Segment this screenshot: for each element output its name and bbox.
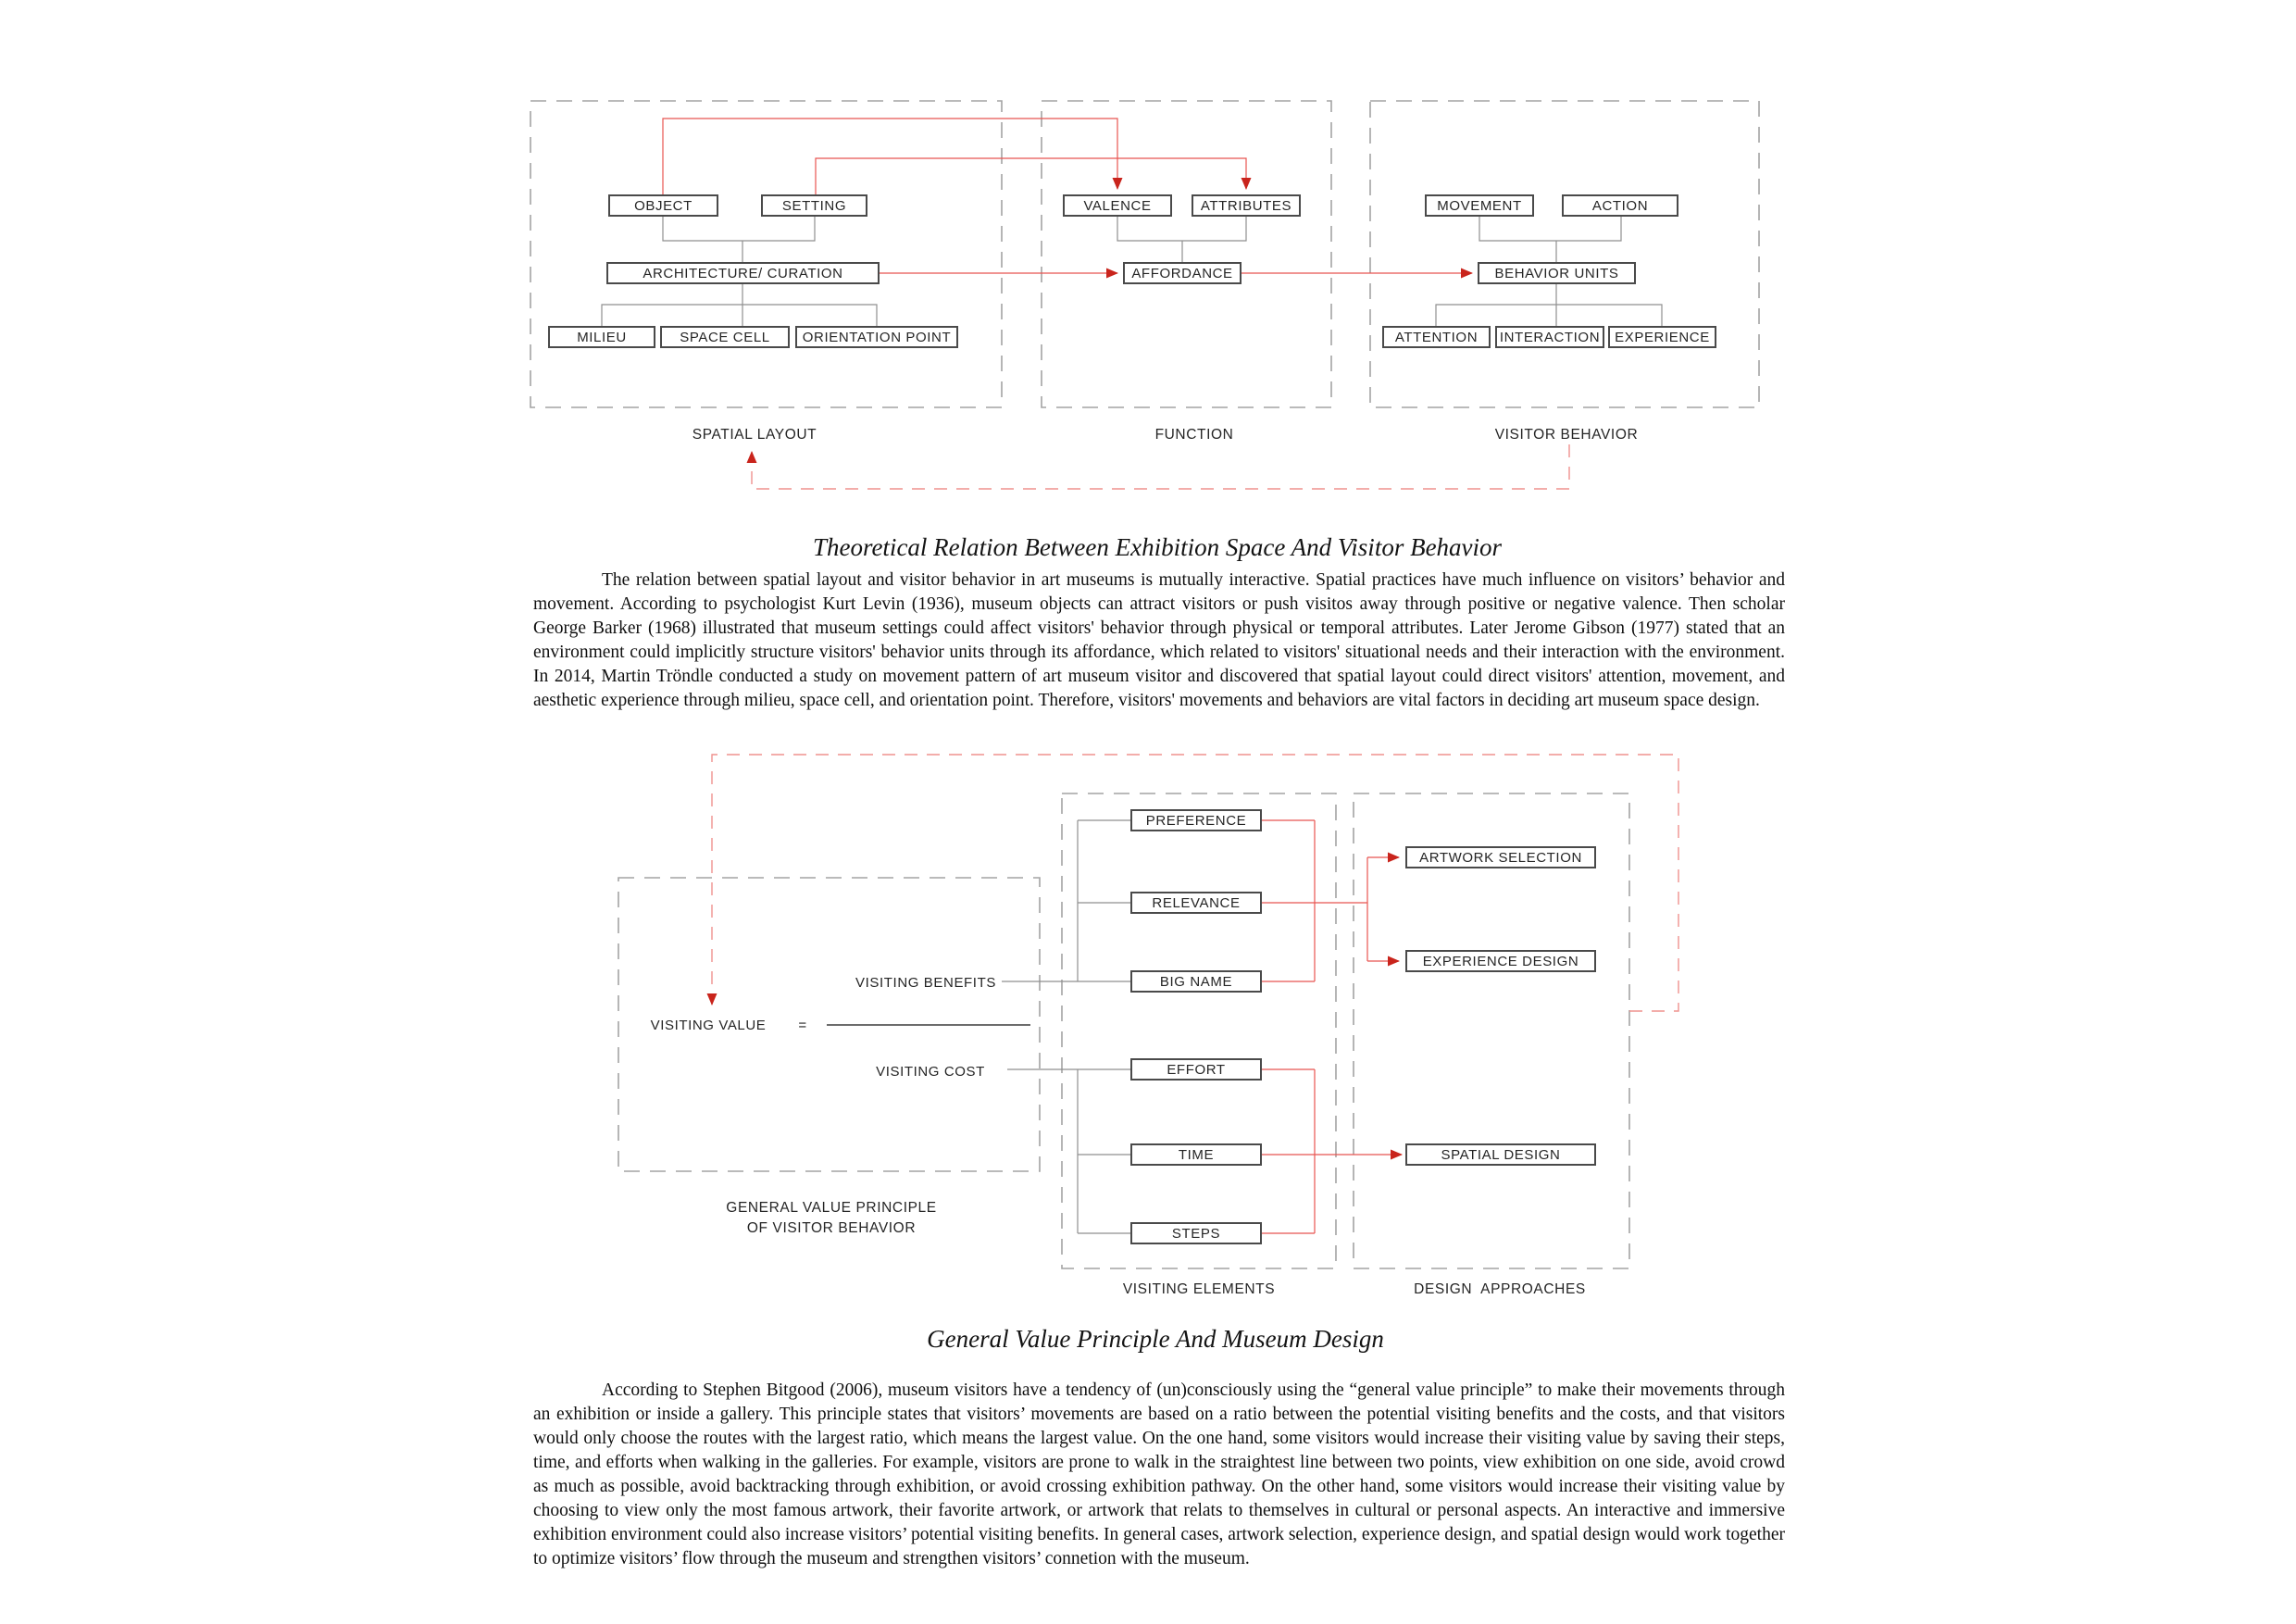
label-general-value-principle-line2: OF VISITOR BEHAVIOR bbox=[746, 1220, 917, 1236]
node-time: TIME bbox=[1130, 1143, 1262, 1166]
red-bus-cost bbox=[1262, 1069, 1315, 1233]
node-big-name: BIG NAME bbox=[1130, 970, 1262, 993]
figure2-paragraph: According to Stephen Bitgood (2006), museum visitors have a tendency of (un)consciously using the “general value principle” to make their movements through an exhibition or inside a gallery. This principle states that visitors’ movements are based on a ratio between the potential visiting benefits and the costs, and that visitors would only choose the routes with the largest ratio, which means the largest value. On the one hand, some visitors would increase their visiting value by saving their steps, time, and efforts when walking in the galleries. For example, visitors are prone to walk in the straightest line between two points, view exhibition on one side, avoid crowd as much as possible, avoid backtracking through exhibition, or avoid crossing exhibition pathway. On the other hand, some visitors would increase their visiting value by choosing to view only the most famous artwork, their favorite artwork, or artwork that relats to themselves in cultural or personal aspects. An interactive and immersive exhibition environment could also increase visitors’ potential visiting benefits. In general cases, artwork selection, experience design, and spatial design would work together to optimize visitors’ flow through the museum and strengthen visitors’ connetion with the museum. bbox=[533, 1380, 1785, 1568]
frame-visitor-behavior bbox=[1370, 101, 1759, 407]
node-steps: STEPS bbox=[1130, 1222, 1262, 1244]
formula-equals-sign: = bbox=[798, 1018, 807, 1033]
arrow-setting-to-attributes bbox=[816, 158, 1246, 194]
node-architecture-curation: ARCHITECTURE/ CURATION bbox=[606, 262, 880, 284]
section-label-function: FUNCTION bbox=[1154, 427, 1234, 443]
node-effort: EFFORT bbox=[1130, 1058, 1262, 1081]
gray-connectors bbox=[602, 217, 1662, 1233]
frame-visiting-elements bbox=[1062, 793, 1336, 1268]
figure1-paragraph: The relation between spatial layout and visitor behavior in art museums is mutually interactive. Spatial practices have much influence on visitors’ behavior and movement. According to psychologist Kurt Levin (1936), museum objects can attract visitors or push visitos away through positive or negative valence. Then scholar George Barker (1968) illustrated that museum settings could affect visitors' behavior through physical or temporal attributes. Later Jerome Gibson (1977) stated that an environment could implicitly structure visitors' behavior units through its affordance, which related to visitors' situational needs and their interaction with the environment. In 2014, Martin Tröndle conducted a study on movement pattern of art museum visitor and discovered that spatial layout could direct visitors' attention, movement, and aesthetic experience through milieu, space cell, and orientation point. Therefore, visitors' movements and behaviors are vital factors in deciding art museum space design. bbox=[533, 570, 1785, 710]
label-general-value-principle-line1: GENERAL VALUE PRINCIPLE bbox=[726, 1200, 937, 1216]
node-attention: ATTENTION bbox=[1382, 326, 1491, 348]
arrow-object-to-valence bbox=[663, 119, 1117, 194]
formula-visiting-cost: VISITING COST bbox=[876, 1064, 985, 1080]
frame-spatial-layout bbox=[530, 101, 1002, 407]
node-experience-design: EXPERIENCE DESIGN bbox=[1405, 950, 1596, 972]
node-valence: VALENCE bbox=[1063, 194, 1172, 217]
node-preference: PREFERENCE bbox=[1130, 809, 1262, 831]
section-label-design-approaches: DESIGN APPROACHES bbox=[1414, 1281, 1586, 1297]
node-behavior-units: BEHAVIOR UNITS bbox=[1478, 262, 1636, 284]
section-label-visitor-behavior: VISITOR BEHAVIOR bbox=[1494, 427, 1639, 443]
node-object: OBJECT bbox=[608, 194, 718, 217]
figure2-caption: General Value Principle And Museum Design bbox=[927, 1325, 1384, 1353]
node-affordance: AFFORDANCE bbox=[1123, 262, 1242, 284]
formula-visiting-value: VISITING VALUE bbox=[650, 1018, 767, 1033]
frame-function bbox=[1042, 101, 1331, 407]
node-movement: MOVEMENT bbox=[1425, 194, 1534, 217]
node-spatial-design: SPATIAL DESIGN bbox=[1405, 1143, 1596, 1166]
node-orientation-point: ORIENTATION POINT bbox=[795, 326, 958, 348]
node-interaction: INTERACTION bbox=[1495, 326, 1604, 348]
section-label-visiting-elements: VISITING ELEMENTS bbox=[1122, 1281, 1276, 1297]
figure1-caption: Theoretical Relation Between Exhibition Space And Visitor Behavior bbox=[812, 533, 1503, 561]
red-feedback-loops bbox=[712, 444, 1678, 1011]
node-relevance: RELEVANCE bbox=[1130, 892, 1262, 914]
section-label-spatial-layout: SPATIAL LAYOUT bbox=[692, 427, 817, 443]
formula-visiting-benefits: VISITING BENEFITS bbox=[855, 975, 996, 991]
node-experience: EXPERIENCE bbox=[1608, 326, 1716, 348]
node-space-cell: SPACE CELL bbox=[660, 326, 790, 348]
node-artwork-selection: ARTWORK SELECTION bbox=[1405, 846, 1596, 868]
node-action: ACTION bbox=[1562, 194, 1678, 217]
feedback-visitor-behavior-to-spatial-layout bbox=[752, 444, 1569, 489]
red-bus-benefits bbox=[1262, 820, 1367, 981]
node-attributes: ATTRIBUTES bbox=[1192, 194, 1301, 217]
node-milieu: MILIEU bbox=[548, 326, 655, 348]
node-setting: SETTING bbox=[761, 194, 867, 217]
